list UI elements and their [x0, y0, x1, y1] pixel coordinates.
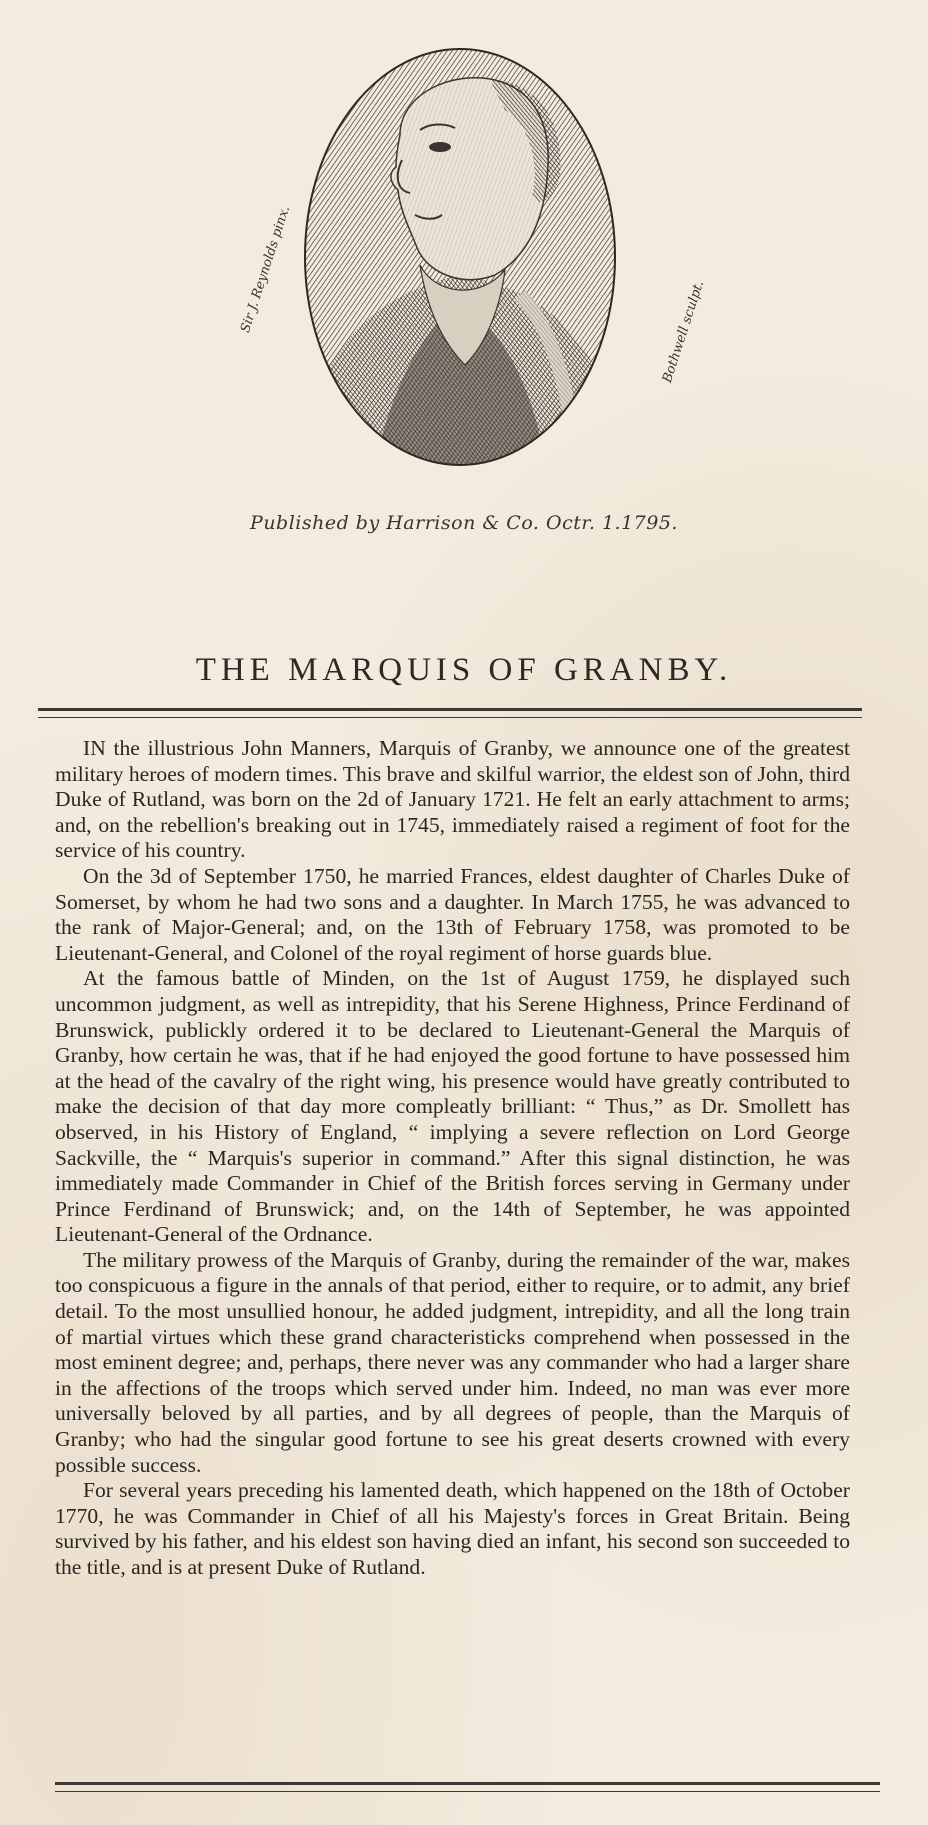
engraver-credit: Bothwell sculpt.	[660, 278, 708, 385]
paragraph: On the 3d of September 1750, he married Frances, eldest daughter of Charles Duke of Somerset, by whom he had two sons and a daughter. In March 1755, he was advanced to the rank of Major-General; and, on the 13th of February 1758, was promoted to be Lieutenant-General, and Colonel of the royal regiment of horse guards blue.	[55, 863, 850, 965]
page-title: THE MARQUIS OF GRANBY.	[195, 652, 733, 688]
biography-text	[55, 736, 850, 1581]
top-divider-rule	[38, 708, 862, 718]
bottom-divider-rule	[55, 1782, 880, 1792]
paragraph: IN the illustrious John Manners, Marquis of Granby, we announce one of the greatest military heroes of modern times. This brave and skilful warrior, the eldest son of John, third Duke of Rutland, was born on the 2d of January 1721. He felt an early attachment to arms; and, on the rebellion's breaking out in 1745, immediately raised a regiment of foot for the service of his country.	[55, 736, 850, 863]
paragraph: The military prowess of the Marquis of Granby, during the remainder of the war, makes too conspicuous a figure in the annals of that period, either to require, or to admit, any brief detail. To the most unsullied honour, he added judgment, intrepidity, and all the long train of martial virtues which these grand characteristicks comprehend when possessed in the most eminent degree; and, perhaps, there never was any commander who had a larger share in the affections of the troops which served under him. Indeed, no man was ever more universally beloved by all parties, and by all degrees of people, than the Marquis of Granby; who had the singular good fortune to see his great deserts crowned with every possible success.	[55, 1247, 850, 1477]
painter-credit: Sir J. Reynolds pinx.	[238, 203, 294, 335]
publisher-line: Published by Harrison & Co. Octr. 1.1795.	[250, 512, 678, 534]
paragraph: At the famous battle of Minden, on the 1st of August 1759, he displayed such uncommon judgment, as well as intrepidity, that his Serene Highness, Prince Ferdinand of Brunswick, publickly ordered it to be declared to Lieutenant-General the Marquis of Granby, how certain he was, that if he had enjoyed the good fortune to have possessed him at the head of the cavalry of the right wing, his presence would have greatly contributed to make the decision of that day more compleatly brilliant: “ Thus,” as Dr. Smollett has observed, in his History of England, “ implying a severe reflection on Lord George Sackville, the “ Marquis's superior in command.” After this signal distinction, he was immediately made Commander in Chief of the British forces serving in Germany under Prince Ferdinand of Brunswick; and, on the 14th of September, he was appointed Lieutenant-General of the Ordnance.	[55, 966, 850, 1247]
portrait-engraving	[250, 25, 670, 485]
paragraph: For several years preceding his lamented death, which happened on the 18th of October 1770, he was Commander in Chief of all his Majesty's forces in Great Britain. Being survived by his father, and his eldest son having died an infant, his second son succeeded to the title, and is at present Duke of Rutland.	[55, 1478, 850, 1579]
portrait-oval-image	[250, 25, 670, 485]
